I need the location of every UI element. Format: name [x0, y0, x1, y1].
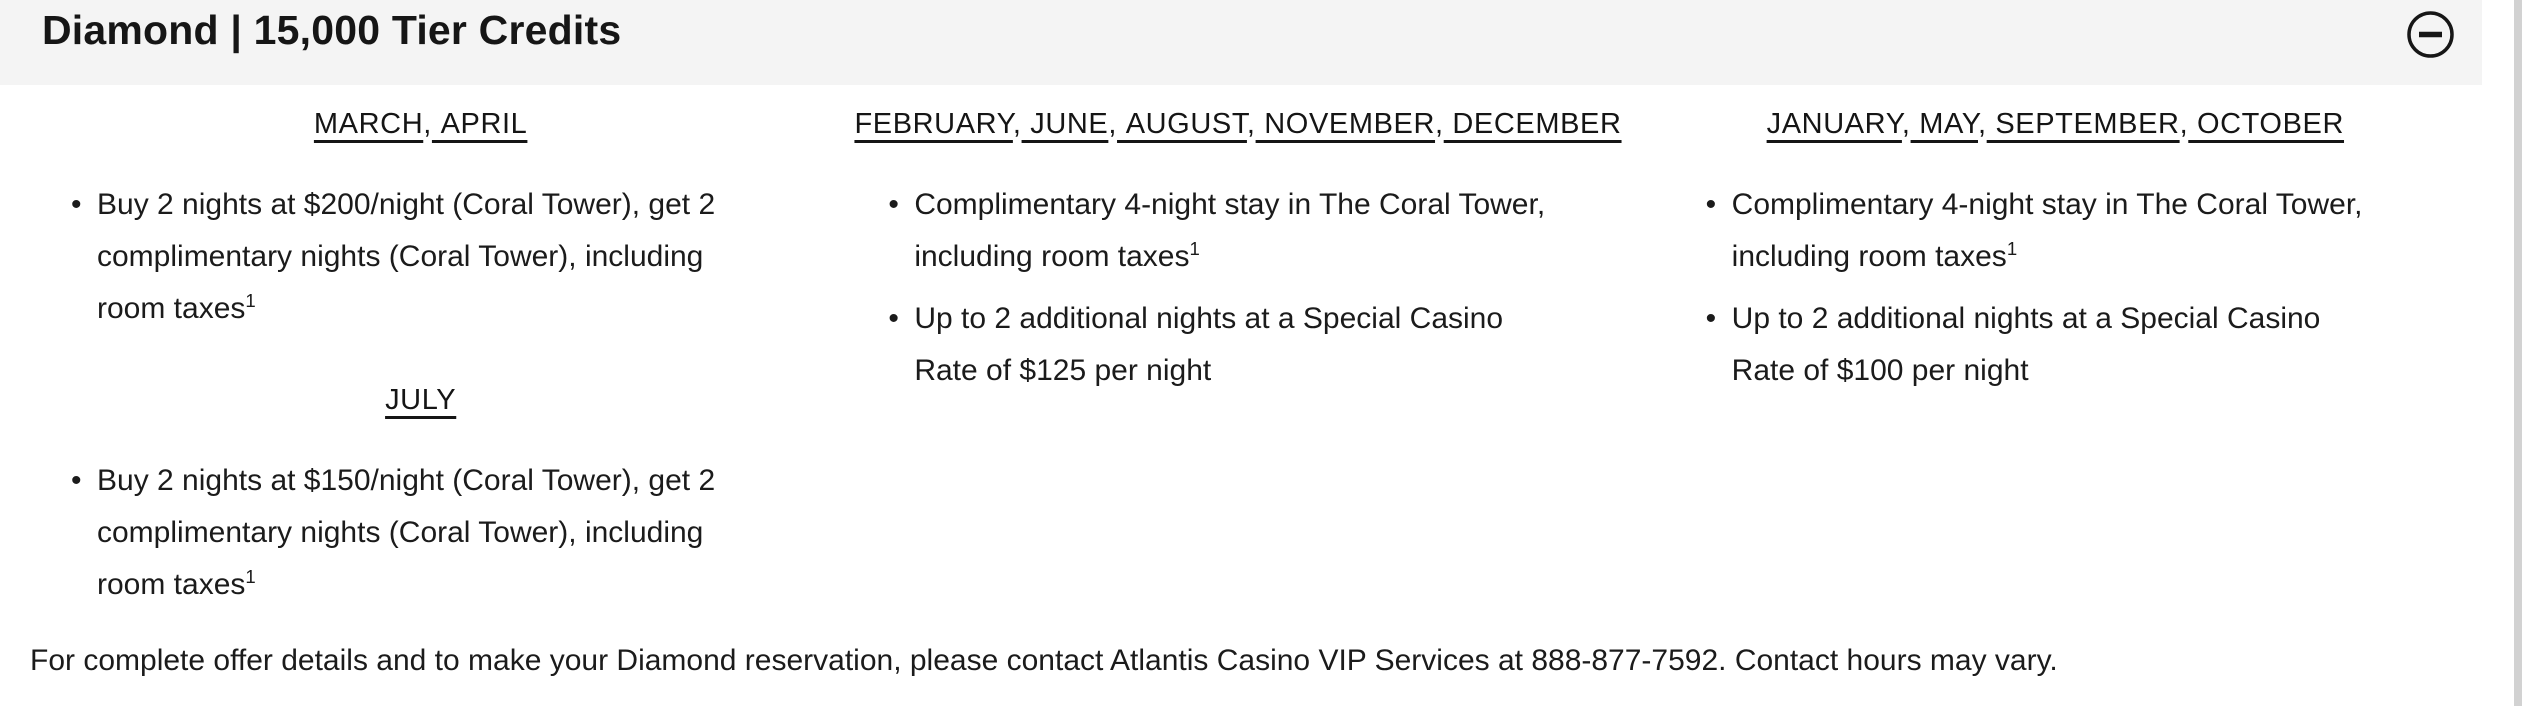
offer-item [1732, 179, 2372, 283]
offer-item [97, 179, 737, 335]
circle-minus-icon [2406, 10, 2455, 59]
footnote-marker: 1 [245, 566, 256, 587]
offer-section [30, 99, 811, 335]
months-heading: JULY [385, 384, 457, 416]
offer-section [30, 375, 811, 611]
offer-text: Complimentary 4-night stay in The Coral Tower, including room taxes [1731, 188, 2363, 273]
footnote-marker: 1 [1189, 238, 1200, 259]
offer-text: Up to 2 additional nights at a Special Casino Rate of $125 per night [914, 302, 1504, 387]
offer-text: Complimentary 4-night stay in The Coral Tower, including room taxes [914, 188, 1546, 273]
offer-section [1665, 99, 2446, 397]
offer-item [97, 455, 737, 611]
scrollbar[interactable] [2514, 0, 2522, 706]
offer-column-jan-may-sep-oct [1665, 99, 2446, 611]
contact-note: For complete offer details and to make your Diamond reservation, please contact Atlantis Casino VIP Services at 888-877-7592. Contact hours may vary. [30, 644, 2058, 677]
offer-item [1732, 293, 2372, 397]
offer-list [1665, 179, 2446, 397]
offer-list [30, 455, 811, 611]
offer-section [847, 99, 1628, 397]
offer-text: Buy 2 nights at $200/night (Coral Tower), get 2 complimentary nights (Coral Tower), including room taxes [97, 188, 716, 325]
offer-list [847, 179, 1628, 397]
months-heading: MARCH, APRIL [313, 108, 528, 140]
months-heading: FEBRUARY, JUNE, AUGUST, NOVEMBER, DECEMBER [854, 108, 1622, 140]
offer-column-feb-jun-aug-nov-dec [847, 99, 1628, 611]
offer-text: Up to 2 additional nights at a Special Casino Rate of $100 per night [1731, 302, 2321, 387]
offer-columns [0, 85, 2482, 611]
footnote-marker: 1 [245, 290, 256, 311]
tier-title: Diamond | 15,000 Tier Credits [42, 7, 622, 53]
months-heading: JANUARY, MAY, SEPTEMBER, OCTOBER [1766, 108, 2345, 140]
offer-item [914, 293, 1554, 397]
collapse-button[interactable] [2406, 10, 2455, 59]
offer-item [914, 179, 1554, 283]
footnote-marker: 1 [2006, 238, 2018, 259]
tier-accordion-header[interactable] [0, 0, 2482, 85]
offer-text: Buy 2 nights at $150/night (Coral Tower), get 2 complimentary nights (Coral Tower), including room taxes [97, 464, 716, 601]
offer-column-march-april-july [30, 99, 811, 611]
offer-list [30, 179, 811, 335]
